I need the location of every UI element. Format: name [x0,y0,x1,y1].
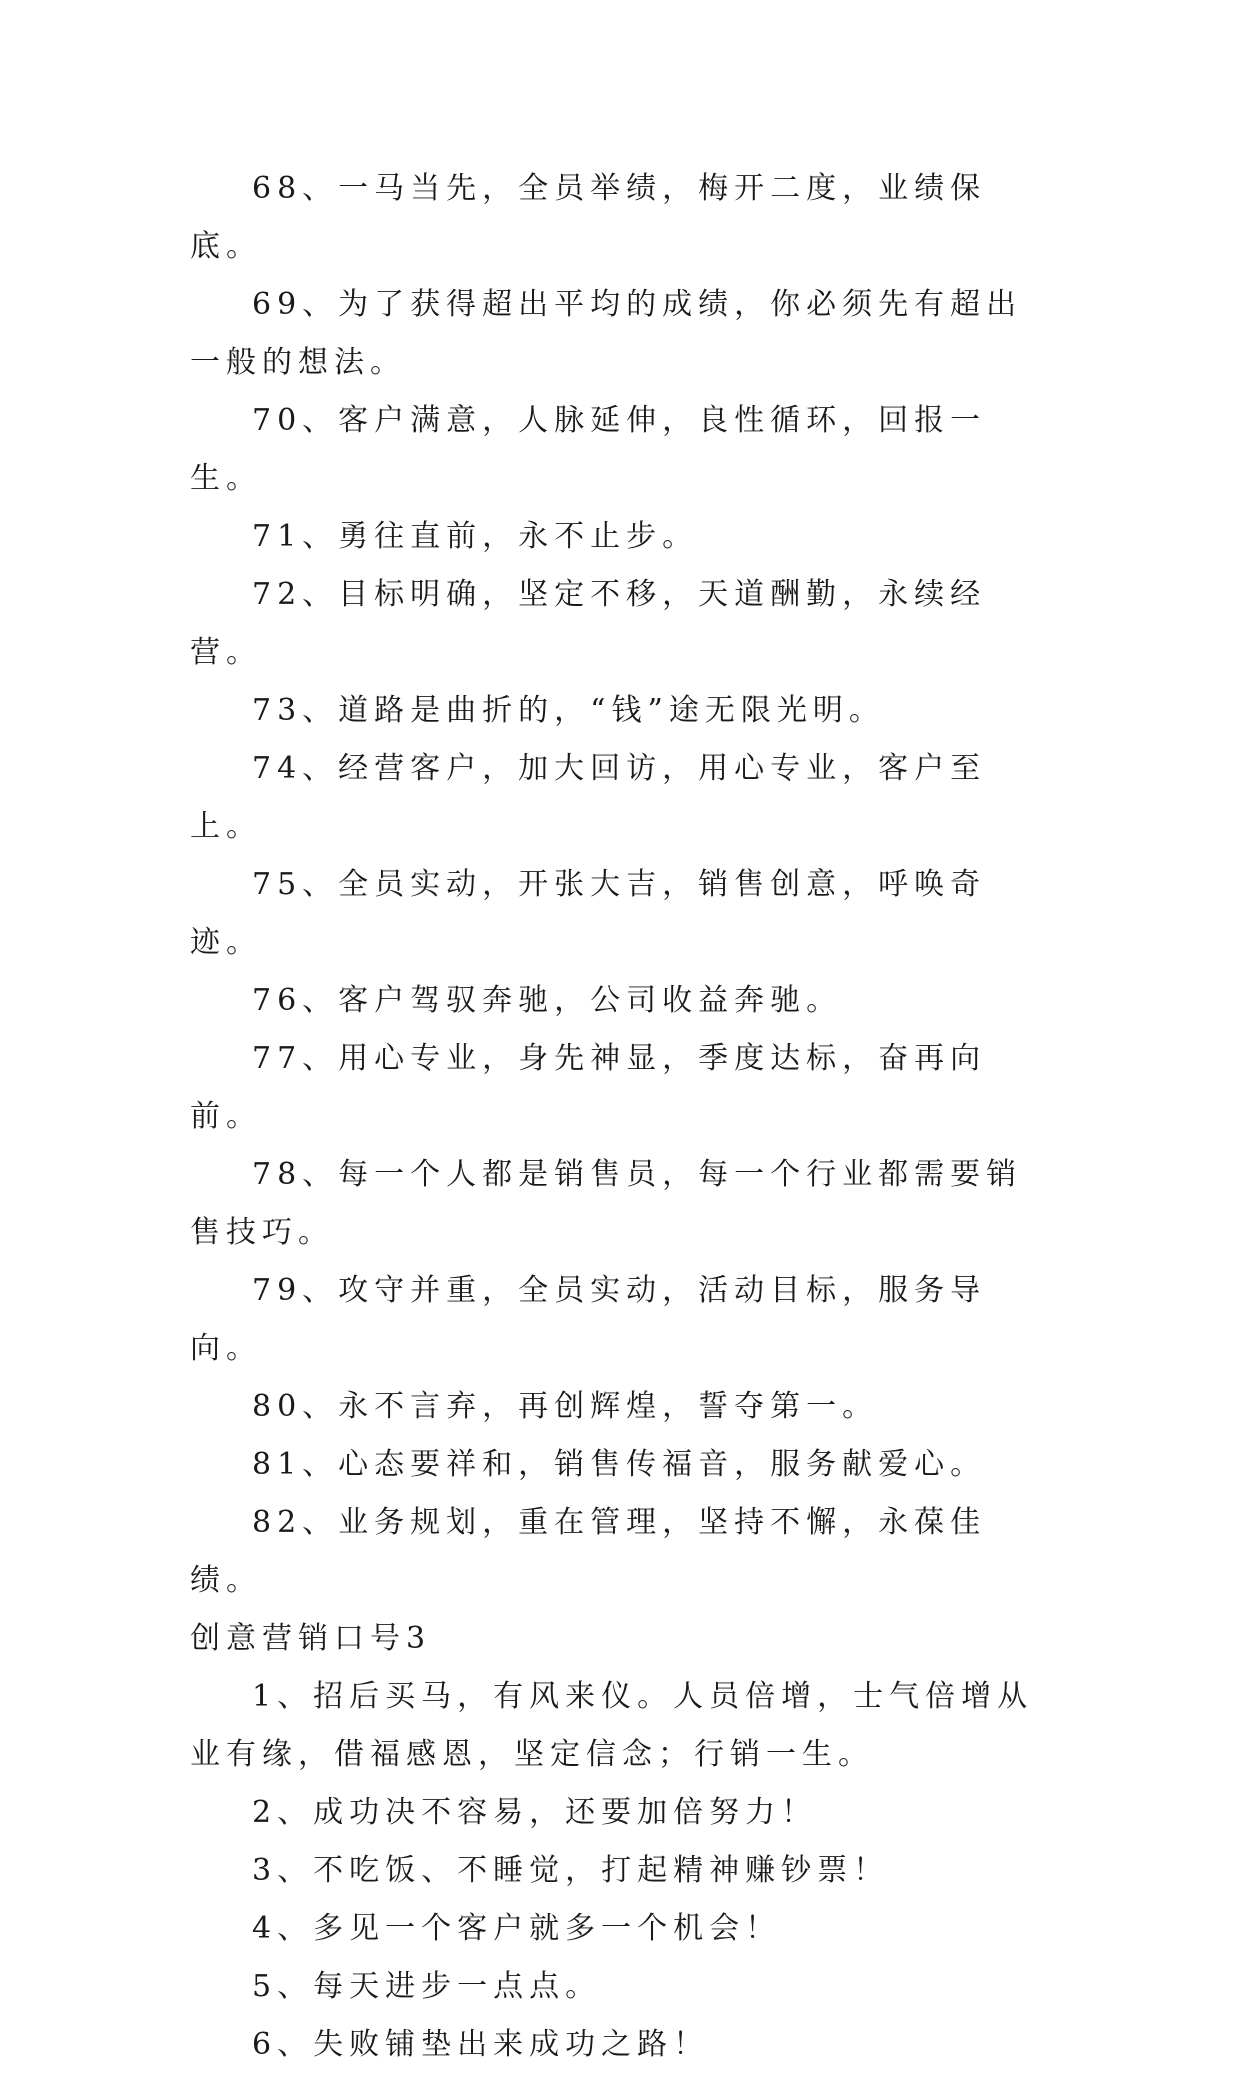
slogan-paragraph: 3、不吃饭、不睡觉，打起精神赚钞票！ [252,1853,890,1888]
document-body [190,160,1050,2074]
slogan-paragraph: 70、客户满意，人脉延伸，良性循环，回报一生。 [190,403,987,496]
slogan-paragraph: 1、招后买马，有风来仪。人员倍增，士气倍增从业有缘，借福感恩，坚定信念；行销一生。 [190,1679,1034,1772]
section-heading: 创意营销口号3 [190,1621,432,1656]
slogan-paragraph: 69、为了获得超出平均的成绩，你必须先有超出一般的想法。 [190,287,1023,380]
slogan-paragraph: 71、勇往直前，永不止步。 [252,519,699,554]
slogan-paragraph: 75、全员实动，开张大吉，销售创意，呼唤奇迹。 [190,867,987,960]
slogan-paragraph: 78、每一个人都是销售员，每一个行业都需要销售技巧。 [190,1157,1023,1250]
slogan-paragraph: 68、一马当先，全员举绩，梅开二度，业绩保底。 [190,171,987,264]
slogan-paragraph: 76、客户驾驭奔驰，公司收益奔驰。 [252,983,843,1018]
slogan-paragraph: 74、经营客户，加大回访，用心专业，客户至上。 [190,751,987,844]
slogan-paragraph: 77、用心专业，身先神显，季度达标，奋再向前。 [190,1041,987,1134]
slogan-paragraph: 6、失败铺垫出来成功之路！ [252,2027,710,2062]
slogan-paragraph: 73、道路是曲折的，“钱”途无限光明。 [252,693,885,728]
slogan-paragraph: 79、攻守并重，全员实动，活动目标，服务导向。 [190,1273,987,1366]
slogan-paragraph: 4、多见一个客户就多一个机会！ [252,1911,782,1946]
slogan-paragraph: 2、成功决不容易，还要加倍努力！ [252,1795,818,1830]
slogan-paragraph: 72、目标明确，坚定不移，天道酬勤，永续经营。 [190,577,987,670]
slogan-paragraph: 80、永不言弃，再创辉煌，誓夺第一。 [252,1389,879,1424]
slogan-paragraph: 5、每天进步一点点。 [252,1969,602,2004]
slogan-paragraph: 82、业务规划，重在管理，坚持不懈，永葆佳绩。 [190,1505,987,1598]
slogan-paragraph: 81、心态要祥和，销售传福音，服务献爱心。 [252,1447,987,1482]
